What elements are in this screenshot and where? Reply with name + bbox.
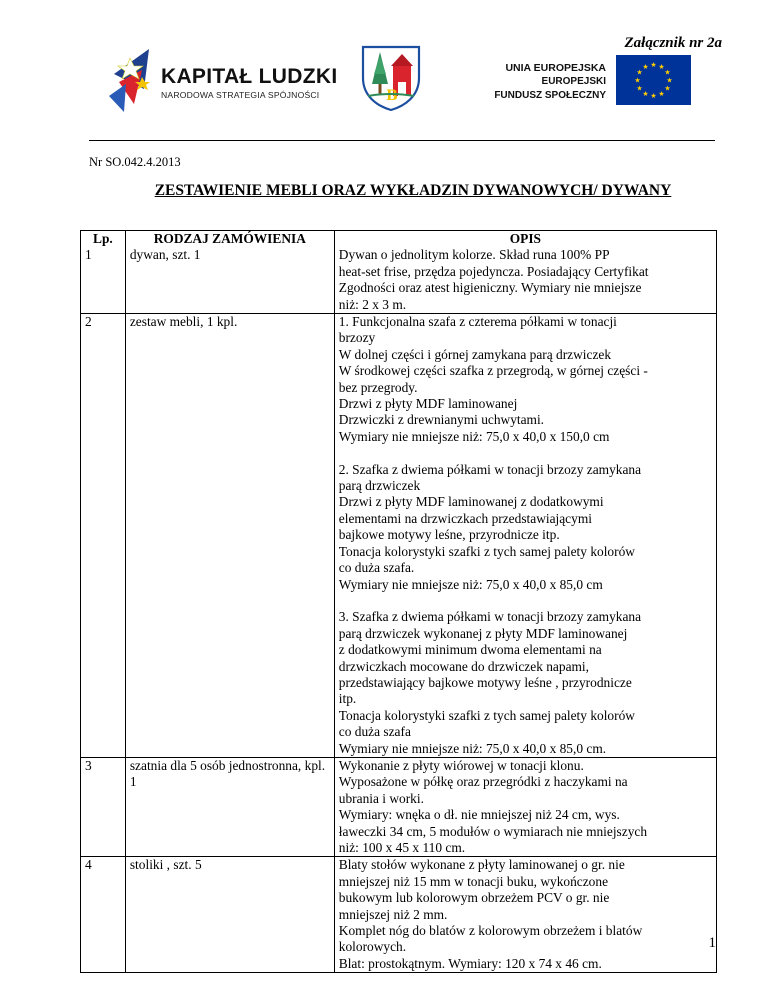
description-line: mniejszej niż 15 mm w tonacji buku, wykończone	[338, 873, 609, 889]
description-line: co duża szafa	[338, 724, 411, 740]
description-line: Komplet nóg do blatów z kolorowym obrzeżem i blatów	[338, 923, 643, 939]
svg-text:★: ★	[636, 84, 643, 93]
svg-text:★: ★	[634, 76, 641, 85]
eu-line-1: UNIA EUROPEJSKA	[505, 62, 606, 74]
description-line: Wymiary nie mniejsze niż: 75,0 x 40,0 x 85,0 cm	[338, 576, 603, 592]
description-line: ubrania i worki.	[338, 790, 424, 806]
row-number: 3	[81, 757, 126, 856]
kapital-ludzki-text	[161, 66, 337, 100]
header-divider	[89, 140, 715, 141]
description-line: Blaty stołów wykonane z płyty laminowanej o gr. nie	[338, 857, 625, 873]
page-number: 1	[708, 935, 716, 951]
description-line: niż: 100 x 45 x 110 cm.	[338, 840, 466, 855]
row-type: stoliki , szt. 5	[125, 857, 334, 973]
row-number: 2	[81, 314, 126, 758]
paragraph-gap	[339, 593, 712, 609]
row-type: zestaw mebli, 1 kpl.	[125, 314, 334, 758]
table-header-row	[81, 231, 717, 248]
row-number: 1	[81, 247, 126, 313]
row-description	[334, 857, 716, 973]
description-line: bez przegrody.	[338, 379, 418, 395]
description-line: parą drzwiczek	[338, 478, 421, 494]
table-row	[81, 247, 717, 313]
description-line: Drzwi z płyty MDF laminowanej z dodatkowymi	[338, 494, 604, 510]
table-row	[81, 757, 717, 856]
description-line: z dodatkowymi minimum dwoma elementami na	[338, 642, 602, 658]
svg-text:★: ★	[642, 90, 649, 98]
description-line: brzozy	[338, 330, 376, 346]
table-row	[81, 857, 717, 973]
eu-line-3: FUNDUSZ SPOŁECZNY	[494, 90, 606, 101]
svg-text:★: ★	[650, 92, 657, 100]
description-line: 3. Szafka z dwiema półkami w tonacji brzozy zamykana	[338, 609, 642, 625]
description-line: Wymiary nie mniejsze niż: 75,0 x 40,0 x 85,0 cm.	[338, 740, 607, 756]
description-line: Drzwi z płyty MDF laminowanej	[338, 396, 518, 412]
description-line: itp.	[338, 691, 357, 707]
description-line: co duża szafa.	[338, 560, 415, 576]
description-line: drzwiczkach mocowane do drzwiczek napami,	[338, 658, 589, 674]
description-line: bajkowe motywy leśne, przyrodnicze itp.	[338, 527, 560, 543]
row-type: dywan, szt. 1	[125, 247, 334, 313]
eu-flag-icon	[616, 55, 691, 105]
description-line: bukowym lub kolorowym obrzeżem PCV o gr. nie	[338, 890, 610, 906]
description-line: Tonacja kolorystyki szafki z tych samej palety kolorów	[338, 707, 635, 723]
eu-label	[488, 61, 606, 103]
description-line: przedstawiający bajkowe motywy leśne , przyrodnicze	[338, 674, 632, 690]
description-line: heat-set frise, przędza pojedyncza. Posiadający Certyfikat	[338, 263, 649, 279]
description-line: Zgodności oraz atest higieniczny. Wymiary nie mniejsze	[338, 280, 642, 296]
description-line: W dolnej części i górnej zamykana parą drzwiczek	[338, 346, 612, 362]
table-row	[81, 314, 717, 758]
row-description	[334, 314, 716, 758]
svg-text:★: ★	[642, 63, 649, 71]
description-line: Wymiary: wnęka o dł. nie mniejszej niż 24 cm, wys.	[338, 807, 620, 823]
svg-text:★: ★	[664, 68, 671, 77]
header-description: OPIS	[334, 231, 716, 248]
svg-text:★: ★	[666, 76, 673, 85]
municipal-crest-icon	[360, 44, 422, 112]
description-line: ławeczki 34 cm, 5 modułów o wymiarach nie mniejszych	[338, 823, 648, 839]
description-line: parą drzwiczek wykonanej z płyty MDF laminowanej	[338, 625, 628, 641]
svg-text:★: ★	[664, 84, 671, 93]
attachment-label: Załącznik nr 2a	[624, 35, 722, 51]
svg-text:★: ★	[658, 63, 665, 71]
page-title: ZESTAWIENIE MEBLI ORAZ WYKŁADZIN DYWANOWYCH/ DYWANY	[154, 182, 672, 199]
kapital-title: KAPITAŁ LUDZKI	[161, 65, 338, 88]
description-line: Wyposażone w półkę oraz przegródki z haczykami na	[338, 774, 628, 790]
kapital-subtitle: NARODOWA STRATEGIA SPÓJNOŚCI	[161, 90, 320, 100]
document-number: Nr SO.042.4.2013	[89, 155, 181, 169]
description-line: Tonacja kolorystyki szafki z tych samej palety kolorów	[338, 543, 635, 559]
description-line: Drzwiczki z drewnianymi uchwytami.	[338, 412, 545, 428]
row-description	[334, 757, 716, 856]
furniture-table	[80, 230, 717, 973]
description-line: 2. Szafka z dwiema półkami w tonacji brzozy zamykana	[338, 461, 642, 477]
svg-text:★: ★	[636, 68, 643, 77]
svg-text:B: B	[386, 88, 398, 104]
description-line: Blat: prostokątnym. Wymiary: 120 x 74 x 46 cm.	[338, 955, 602, 971]
description-line: kolorowych.	[338, 939, 407, 955]
paragraph-gap	[339, 445, 712, 461]
header-type: RODZAJ ZAMÓWIENIA	[125, 231, 334, 248]
description-line: Wykonanie z płyty wiórowej w tonacji klonu.	[338, 757, 584, 773]
row-number: 4	[81, 857, 126, 973]
row-type: szatnia dla 5 osób jednostronna, kpl. 1	[125, 757, 334, 856]
svg-text:★: ★	[658, 90, 665, 98]
description-line: Wymiary nie mniejsze niż: 75,0 x 40,0 x 150,0 cm	[338, 428, 610, 444]
description-line: Dywan o jednolitym kolorze. Skład runa 100% PP	[338, 247, 610, 263]
eu-line-2: EUROPEJSKI	[541, 76, 606, 87]
header-lp: Lp.	[81, 231, 126, 248]
description-line: W środkowej części szafka z przegrodą, w górnej części -	[338, 363, 648, 379]
description-line: 1. Funkcjonalna szafa z czterema półkami w tonacji	[338, 314, 617, 330]
description-line: elementami na drzwiczkach przedstawiającymi	[338, 510, 592, 526]
description-line: mniejszej niż 2 mm.	[338, 906, 448, 922]
description-line: niż: 2 x 3 m.	[338, 296, 407, 312]
svg-text:★: ★	[650, 61, 657, 69]
row-description	[334, 247, 716, 313]
